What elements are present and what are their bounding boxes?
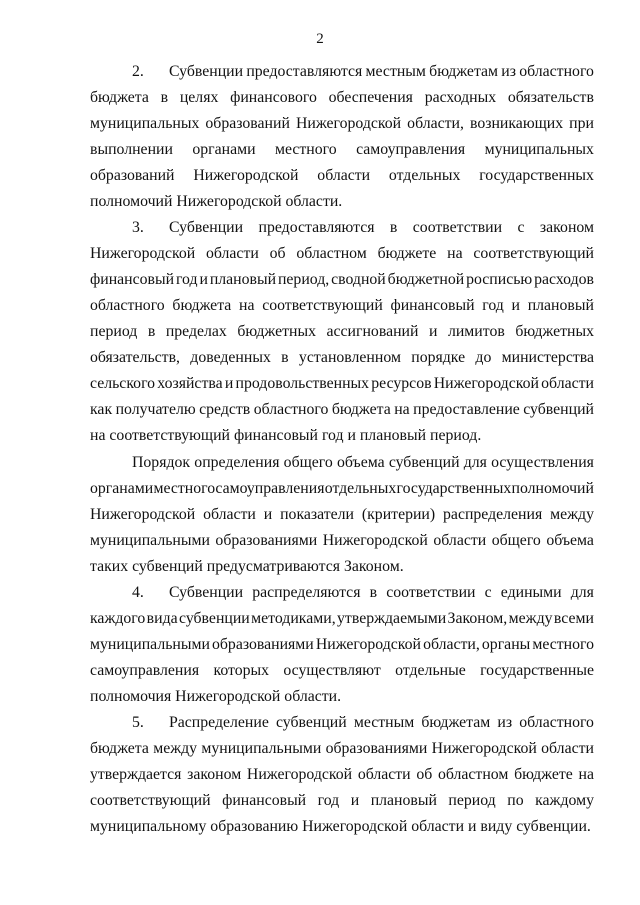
word: областном <box>437 766 509 783</box>
word: об <box>269 245 286 262</box>
word: пределах <box>165 323 227 340</box>
text-line <box>90 763 594 787</box>
word: год <box>317 792 340 809</box>
text-line <box>90 607 594 631</box>
word: средств <box>199 401 251 418</box>
word: бюджете <box>514 766 573 783</box>
word: установленном <box>298 349 401 366</box>
word: муниципальными <box>90 532 210 549</box>
text-line: муниципальному образованию Нижегородской области и виду субвенции. <box>90 818 591 835</box>
word: областного <box>519 63 594 80</box>
word: Законом, <box>447 610 508 627</box>
word: муниципальных <box>90 115 200 132</box>
word: каждого <box>90 610 146 627</box>
word: утверждаемыми <box>337 610 447 627</box>
word: области <box>203 506 256 523</box>
text-line <box>90 477 594 501</box>
word: законом <box>187 766 242 783</box>
word: и <box>224 375 234 392</box>
word: финансового <box>230 89 317 106</box>
word: финансовый <box>390 297 475 314</box>
paragraph-number: 5. <box>132 714 144 731</box>
word: распределяются <box>252 584 361 601</box>
word: Нижегородской <box>193 167 299 184</box>
text-line: полномочия Нижегородской области. <box>90 688 342 705</box>
word: на <box>239 297 255 314</box>
word: расходов <box>534 271 594 288</box>
word: местным <box>365 63 426 80</box>
word: Нижегородской <box>322 532 428 549</box>
word: области <box>206 245 259 262</box>
word: период, <box>277 271 330 288</box>
word: бюджета <box>90 740 149 757</box>
text-line <box>132 216 594 240</box>
word: субвенций <box>275 714 347 731</box>
text-line <box>90 529 594 553</box>
line-text <box>169 216 594 240</box>
word: объема <box>546 532 594 549</box>
word: и <box>199 271 208 288</box>
word: бюджета <box>172 297 232 314</box>
word: как <box>90 401 113 418</box>
word: Нижегородской <box>431 740 537 757</box>
word: предоставляются <box>258 219 375 236</box>
word: областного <box>519 714 594 731</box>
word: показатели <box>280 506 354 523</box>
word: и <box>350 792 360 809</box>
text-line <box>90 294 594 318</box>
word: бюджетам <box>421 714 491 731</box>
word: объема <box>336 454 385 471</box>
word: соответствии <box>386 584 476 601</box>
word: финансовый <box>222 792 307 809</box>
text-line: полномочий Нижегородской области. <box>90 193 343 210</box>
word: области <box>541 740 594 757</box>
word: в <box>389 219 398 236</box>
word: субвенций <box>388 454 460 471</box>
word: областном <box>296 245 367 262</box>
text-line <box>90 789 594 813</box>
word: законом <box>539 219 594 236</box>
word: осуществления <box>491 454 594 471</box>
word: общего <box>283 454 333 471</box>
text-line <box>90 86 594 110</box>
word: органами <box>90 480 154 497</box>
word: в <box>281 349 289 366</box>
word: области, <box>407 115 464 132</box>
word: на <box>447 245 463 262</box>
word: самоуправления <box>356 141 466 158</box>
text-line <box>90 320 594 344</box>
word: из <box>497 714 513 731</box>
word: самоуправления <box>215 480 325 497</box>
word: вида <box>146 610 178 627</box>
word: субвенции <box>179 610 250 627</box>
text-line: таких субвенций предусматриваются Законом. <box>90 558 404 575</box>
word: об <box>416 766 433 783</box>
word: для <box>570 584 594 601</box>
paragraph-number: 3. <box>132 219 144 236</box>
word: соответствующий <box>262 297 383 314</box>
word: между <box>550 506 594 523</box>
word: Субвенции <box>169 219 244 236</box>
word: Нижегородской <box>90 245 196 262</box>
line-text <box>169 711 594 735</box>
word: ресурсов <box>371 375 432 392</box>
word: в <box>369 584 378 601</box>
word: области <box>541 375 594 392</box>
word: финансовый <box>90 271 175 288</box>
word: местным <box>353 714 415 731</box>
word: лимитов <box>447 323 505 340</box>
word: субвенций <box>523 401 594 418</box>
word: ассигнований <box>326 323 419 340</box>
word: с <box>517 219 525 236</box>
word: местного <box>532 636 594 653</box>
word: выполнении <box>90 141 173 158</box>
paragraph-number: 2. <box>132 63 144 80</box>
word: до <box>475 349 492 366</box>
text-line <box>90 503 594 527</box>
paragraph-number: 4. <box>132 584 144 601</box>
word: бюджета <box>90 89 149 106</box>
word: бюджетных <box>237 323 316 340</box>
word: бюджете <box>377 245 437 262</box>
word: Нижегородской <box>295 115 402 132</box>
word: соответствующий <box>473 245 594 262</box>
word: бюджетных <box>515 323 594 340</box>
word: с <box>484 584 492 601</box>
word: Распределение <box>169 714 269 731</box>
word: самоуправления <box>90 662 200 679</box>
word: общего <box>491 532 541 549</box>
word: Нижегородской <box>315 636 422 653</box>
word: муниципальными <box>90 636 210 653</box>
word: соответствии <box>412 219 503 236</box>
word: которых <box>213 662 270 679</box>
text-line <box>90 242 594 266</box>
word: обеспечения <box>328 89 413 106</box>
word: при <box>569 115 594 132</box>
word: осуществляют <box>283 662 381 679</box>
word: каждому <box>535 792 594 809</box>
word: министерства <box>501 349 594 366</box>
word: Нижегородской <box>90 506 196 523</box>
word: плановый <box>370 792 437 809</box>
text-line <box>90 372 594 396</box>
word: бюджетам <box>429 63 499 80</box>
word: целях <box>179 89 219 106</box>
word: предоставляются <box>246 63 363 80</box>
word: в <box>147 323 156 340</box>
word: и <box>428 323 438 340</box>
text-line <box>90 138 594 162</box>
word: бюджета <box>331 401 391 418</box>
text-line <box>90 268 594 292</box>
word: обязательств <box>507 89 594 106</box>
text-line <box>132 451 594 475</box>
word: области <box>357 766 411 783</box>
text-line <box>132 581 594 605</box>
word: образованиями <box>325 740 428 757</box>
word: для <box>463 454 487 471</box>
word: распределения <box>443 506 543 523</box>
word: Порядок <box>132 454 191 471</box>
word: из <box>501 63 516 80</box>
word: получателю <box>115 401 196 418</box>
word: отдельных <box>388 167 461 184</box>
text-line: на соответствующий финансовый год и плановый период. <box>90 427 482 444</box>
word: (критерии) <box>361 506 436 523</box>
word: всеми <box>553 610 594 627</box>
word: возникающих <box>469 115 564 132</box>
word: полномочий <box>511 480 594 497</box>
text-line <box>132 711 594 735</box>
word: соответствующий <box>90 792 211 809</box>
word: муниципальных <box>484 141 594 158</box>
word: областного <box>90 297 165 314</box>
word: сельского <box>90 375 156 392</box>
page-number: 2 <box>316 31 324 47</box>
word: хозяйства <box>157 375 223 392</box>
word: образованиями <box>211 636 314 653</box>
word: период <box>90 323 138 340</box>
word: государственных <box>479 167 594 184</box>
text-line <box>90 633 594 657</box>
text-line <box>90 659 594 683</box>
word: отдельных <box>324 480 397 497</box>
word: доведенных <box>190 349 271 366</box>
word: предоставление <box>413 401 520 418</box>
word: обязательств, <box>90 349 180 366</box>
text-line <box>132 60 594 84</box>
word: бюджетной <box>387 271 465 288</box>
word: порядке <box>411 349 466 366</box>
word: образований <box>90 167 175 184</box>
word: на <box>578 766 594 783</box>
word: плановый <box>527 297 594 314</box>
word: продовольственных <box>235 375 370 392</box>
word: утверждается <box>90 766 182 783</box>
word: сводной <box>331 271 386 288</box>
word: образований <box>205 115 290 132</box>
word: Субвенции <box>169 584 244 601</box>
word: государственные <box>480 662 594 679</box>
word: методиками, <box>251 610 336 627</box>
word: Нижегородской <box>433 375 539 392</box>
word: отдельные <box>395 662 466 679</box>
word: на <box>394 401 410 418</box>
text-line <box>90 164 594 188</box>
word: Субвенции <box>169 63 244 80</box>
word: муниципальными <box>201 740 322 757</box>
word: период <box>448 792 496 809</box>
line-text <box>169 60 594 84</box>
word: государственных <box>396 480 512 497</box>
word: областного <box>253 401 329 418</box>
word: области <box>433 532 487 549</box>
word: органами <box>192 141 256 158</box>
word: области <box>317 167 371 184</box>
word: Нижегородской <box>246 766 353 783</box>
word: по <box>507 792 524 809</box>
word: плановый <box>209 271 277 288</box>
word: в <box>160 89 169 106</box>
word: росписью <box>466 271 533 288</box>
word: и <box>511 297 520 314</box>
word: год <box>482 297 504 314</box>
word: расходных <box>424 89 497 106</box>
line-text <box>169 581 594 605</box>
word: между <box>153 740 198 757</box>
word: органы <box>481 636 531 653</box>
word: области, <box>423 636 480 653</box>
word: местного <box>274 141 337 158</box>
text-line <box>90 112 594 136</box>
text-line <box>90 346 594 370</box>
word: местного <box>153 480 216 497</box>
word: и <box>263 506 273 523</box>
word: определения <box>194 454 280 471</box>
word: едиными <box>500 584 562 601</box>
word: между <box>508 610 553 627</box>
text-line <box>90 398 594 422</box>
word: год <box>175 271 198 288</box>
text-line <box>90 737 594 761</box>
word: образованиями <box>215 532 318 549</box>
